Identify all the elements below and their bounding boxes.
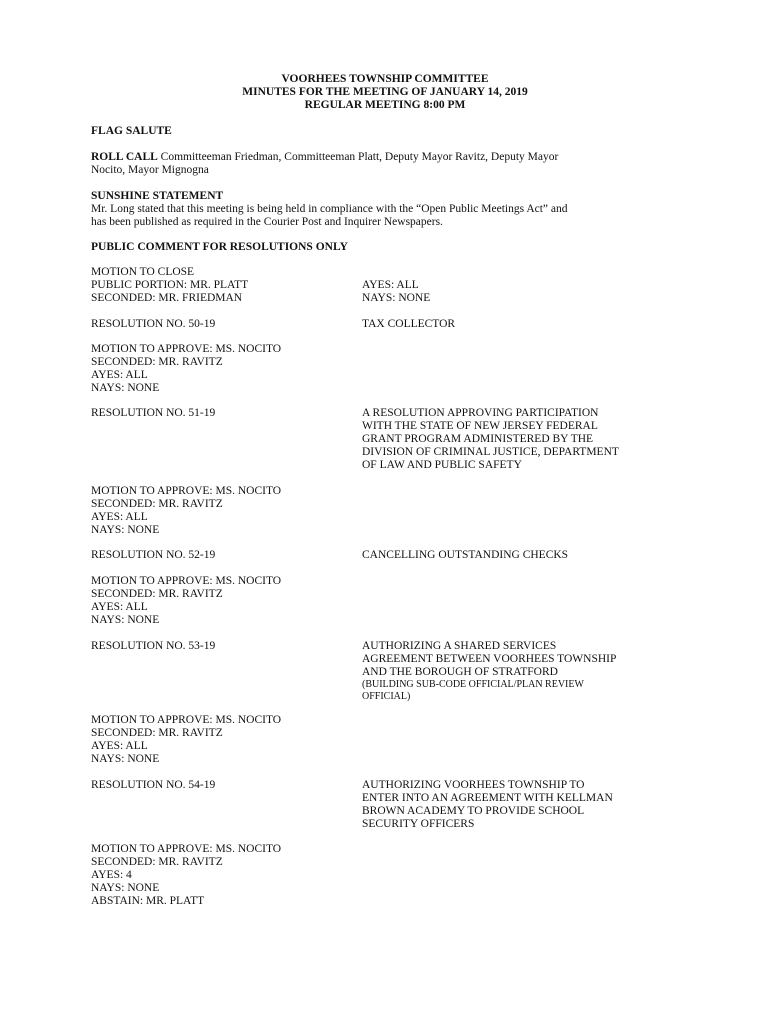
- motion-line: NAYS: NONE: [91, 524, 160, 536]
- motion-line: SECONDED: MR. RAVITZ: [91, 356, 223, 368]
- motion-line: NAYS: NONE: [91, 614, 160, 626]
- roll-call-line-2: Nocito, Mayor Mignogna: [91, 164, 209, 176]
- resolution-motion: [91, 575, 351, 627]
- motion-line: NAYS: NONE: [91, 382, 160, 394]
- public-comment-heading: PUBLIC COMMENT FOR RESOLUTIONS ONLY: [91, 241, 348, 253]
- document-title: [0, 73, 770, 112]
- motion-line: SECONDED: MR. RAVITZ: [91, 856, 223, 868]
- sunshine-line-1: Mr. Long stated that this meeting is being held in compliance with the “Open Public Meetings Act” and: [91, 203, 568, 215]
- roll-call-line-1: Committeeman Friedman, Committeeman Platt, Deputy Mayor Ravitz, Deputy Mayor: [157, 151, 559, 163]
- motion-line: MOTION TO APPROVE: MS. NOCITO: [91, 485, 282, 497]
- resolution-number: RESOLUTION NO. 51-19: [91, 407, 216, 419]
- description-line: WITH THE STATE OF NEW JERSEY FEDERAL: [362, 420, 598, 432]
- motion-line: SECONDED: MR. RAVITZ: [91, 498, 223, 510]
- description-line: SECURITY OFFICERS: [362, 818, 475, 830]
- resolution-description: [362, 318, 692, 331]
- motion-close-left: [91, 266, 351, 305]
- resolution-number: RESOLUTION NO. 52-19: [91, 549, 216, 561]
- motion-line: AYES: ALL: [91, 511, 148, 523]
- resolution-number: RESOLUTION NO. 54-19: [91, 779, 216, 791]
- sunshine-heading: SUNSHINE STATEMENT: [91, 190, 224, 202]
- motion-close-vote: AYES: ALL: [362, 279, 419, 291]
- description-line: AGREEMENT BETWEEN VOORHEES TOWNSHIP: [362, 653, 617, 665]
- description-note: (BUILDING SUB-CODE OFFICIAL/PLAN REVIEW: [362, 679, 584, 690]
- title-line-2: MINUTES FOR THE MEETING OF JANUARY 14, 2019: [242, 86, 528, 98]
- motion-line: MOTION TO APPROVE: MS. NOCITO: [91, 575, 282, 587]
- motion-line: SECONDED: MR. RAVITZ: [91, 727, 223, 739]
- motion-line: NAYS: NONE: [91, 882, 160, 894]
- resolution-description: [362, 779, 692, 831]
- motion-close-line: MOTION TO CLOSE: [91, 266, 195, 278]
- motion-line: SECONDED: MR. RAVITZ: [91, 588, 223, 600]
- sunshine-line-2: has been published as required in the Courier Post and Inquirer Newspapers.: [91, 216, 443, 228]
- roll-call-section: [91, 151, 691, 177]
- title-line-3: REGULAR MEETING 8:00 PM: [304, 99, 466, 111]
- resolution-description: [362, 640, 692, 703]
- sunshine-section: [91, 190, 691, 229]
- roll-call-heading: ROLL CALL: [91, 151, 158, 163]
- description-note: OFFICIAL): [362, 691, 411, 702]
- motion-close-vote: NAYS: NONE: [362, 292, 431, 304]
- description-line: ENTER INTO AN AGREEMENT WITH KELLMAN: [362, 792, 613, 804]
- description-line: AUTHORIZING VOORHEES TOWNSHIP TO: [362, 779, 585, 791]
- resolution-number: RESOLUTION NO. 50-19: [91, 318, 216, 330]
- motion-line: MOTION TO APPROVE: MS. NOCITO: [91, 343, 282, 355]
- motion-line: MOTION TO APPROVE: MS. NOCITO: [91, 714, 282, 726]
- resolution-number: RESOLUTION NO. 53-19: [91, 640, 216, 652]
- description-line: GRANT PROGRAM ADMINISTERED BY THE: [362, 433, 594, 445]
- description-line: CANCELLING OUTSTANDING CHECKS: [362, 549, 569, 561]
- resolution-motion: [91, 714, 351, 766]
- description-line: BROWN ACADEMY TO PROVIDE SCHOOL: [362, 805, 585, 817]
- motion-line: AYES: 4: [91, 869, 132, 881]
- resolution-motion: [91, 843, 351, 908]
- description-line: AUTHORIZING A SHARED SERVICES: [362, 640, 557, 652]
- description-line: TAX COLLECTOR: [362, 318, 456, 330]
- resolution-motion: [91, 485, 351, 537]
- motion-close-right: [362, 279, 692, 305]
- resolution-description: [362, 407, 692, 472]
- motion-line: ABSTAIN: MR. PLATT: [91, 895, 205, 907]
- description-line: AND THE BOROUGH OF STRATFORD: [362, 666, 558, 678]
- resolution-motion: [91, 343, 351, 395]
- description-line: A RESOLUTION APPROVING PARTICIPATION: [362, 407, 599, 419]
- flag-salute-heading: FLAG SALUTE: [91, 125, 172, 137]
- description-line: OF LAW AND PUBLIC SAFETY: [362, 459, 522, 471]
- motion-line: MOTION TO APPROVE: MS. NOCITO: [91, 843, 282, 855]
- motion-line: AYES: ALL: [91, 601, 148, 613]
- motion-line: AYES: ALL: [91, 740, 148, 752]
- motion-line: NAYS: NONE: [91, 753, 160, 765]
- motion-line: AYES: ALL: [91, 369, 148, 381]
- motion-close-line: SECONDED: MR. FRIEDMAN: [91, 292, 243, 304]
- motion-close-line: PUBLIC PORTION: MR. PLATT: [91, 279, 249, 291]
- title-line-1: VOORHEES TOWNSHIP COMMITTEE: [281, 73, 489, 85]
- description-line: DIVISION OF CRIMINAL JUSTICE, DEPARTMENT: [362, 446, 619, 458]
- resolution-description: [362, 549, 692, 562]
